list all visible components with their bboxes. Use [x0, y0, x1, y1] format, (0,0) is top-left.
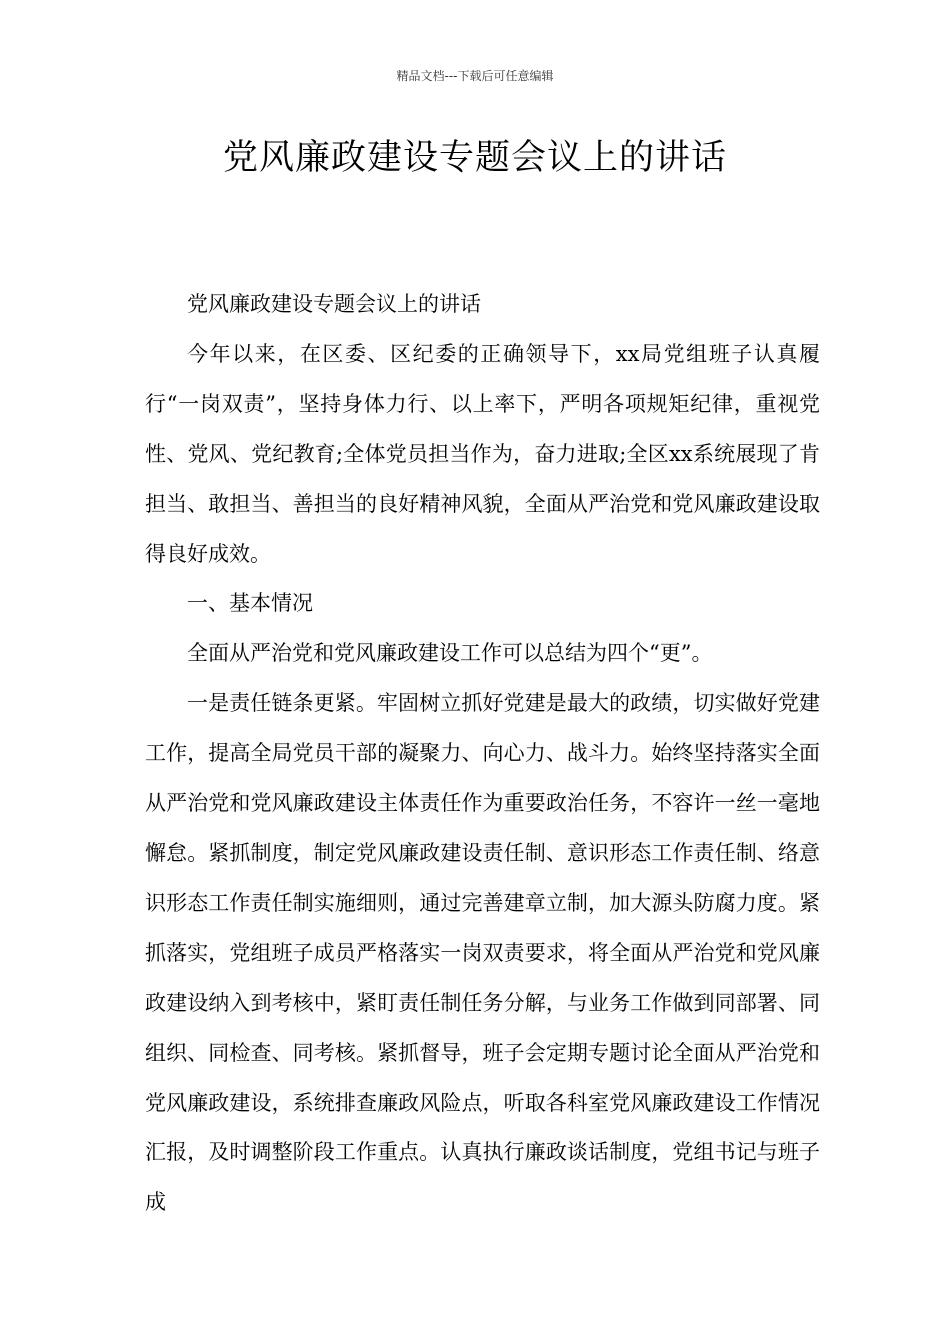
section-heading: 一、基本情况	[187, 591, 313, 616]
document-body	[145, 280, 820, 1228]
paragraph-summary: 全面从严治党和党风廉政建设工作可以总结为四个“更”。	[187, 641, 713, 666]
paragraph-point-one: 一是责任链条更紧。牢固树立抓好党建是最大的政绩，切实做好党建工作，提高全局党员干部的凝聚力、向心力、战斗力。始终坚持落实全面从严治党和党风廉政建设主体责任作为重要政治任务，不容许一丝一毫地懈怠。紧抓制度，制定党风廉政建设责任制、意识形态工作责任制、络意识形态工作责任制实施细则，通过完善建章立制，加大源头防腐力度。紧抓落实，党组班子成员严格落实一岗双责要求，将全面从严治党和党风廉政建设纳入到考核中，紧盯责任制任务分解，与业务工作做到同部署、同组织、同检查、同考核。紧抓督导，班子会定期专题讨论全面从严治党和党风廉政建设，系统排查廉政风险点，听取各科室党风廉政建设工作情况汇报，及时调整阶段工作重点。认真执行廉政谈话制度，党组书记与班子成	[145, 691, 820, 1215]
header-note: 精品文档---下载后可任意编辑	[396, 69, 554, 83]
paragraph-subtitle: 党风廉政建设专题会议上的讲话	[187, 292, 481, 316]
document-title: 党风廉政建设专题会议上的讲话	[222, 138, 727, 178]
paragraph-intro: 今年以来，在区委、区纪委的正确领导下，xx局党组班子认真履行“一岗双责”，坚持身体力行、以上率下，严明各项规矩纪律，重视党性、党风、党纪教育;全体党员担当作为，奋力进取;全区xx系统展现了肯担当、敢担当、善担当的良好精神风貌，全面从严治党和党风廉政建设取得良好成效。	[145, 341, 820, 566]
